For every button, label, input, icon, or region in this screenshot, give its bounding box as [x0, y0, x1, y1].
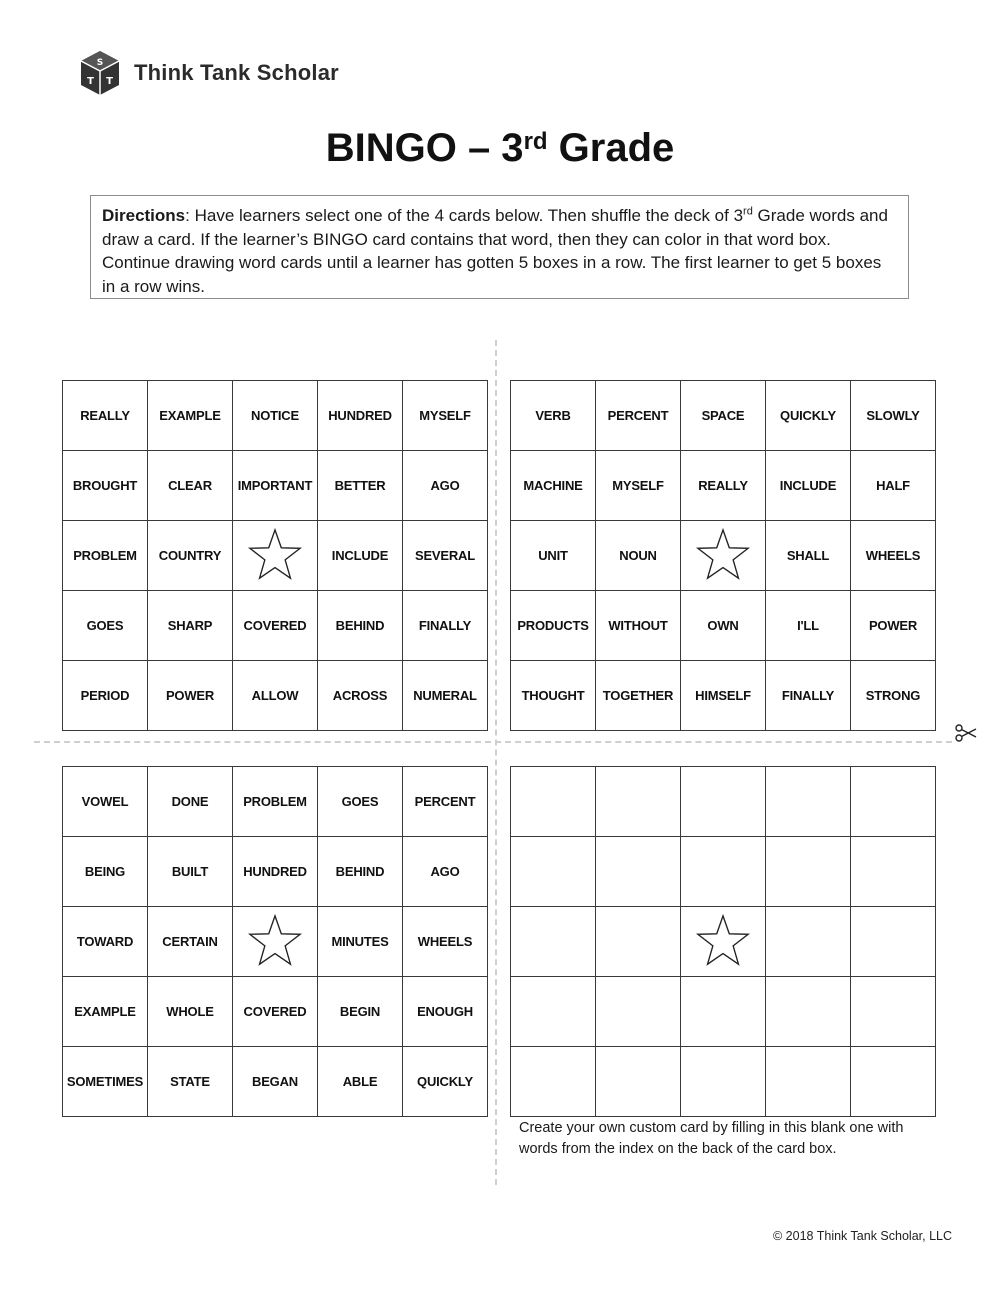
word-cell: CLEAR — [148, 451, 233, 521]
word-cell: BEHIND — [318, 591, 403, 661]
word-cell — [596, 907, 681, 977]
directions-text-1: : Have learners select one of the 4 cards below. Then shuffle the deck of 3 — [185, 206, 744, 225]
word-cell: WHEELS — [851, 521, 936, 591]
directions-box — [90, 195, 909, 299]
card-row — [511, 837, 936, 907]
word-cell — [851, 767, 936, 837]
word-cell: AGO — [403, 837, 488, 907]
word-cell: SPACE — [681, 381, 766, 451]
svg-text:S: S — [96, 58, 104, 68]
card-row — [511, 451, 936, 521]
word-cell: POWER — [851, 591, 936, 661]
word-cell: REALLY — [63, 381, 148, 451]
word-cell — [766, 977, 851, 1047]
word-cell: REALLY — [681, 451, 766, 521]
word-cell: STATE — [148, 1047, 233, 1117]
word-cell — [596, 767, 681, 837]
word-cell: BEING — [63, 837, 148, 907]
word-cell: GOES — [63, 591, 148, 661]
svg-text:T: T — [106, 76, 113, 87]
card-row — [63, 521, 488, 591]
star-icon — [246, 913, 304, 971]
word-cell: UNIT — [511, 521, 596, 591]
word-cell — [511, 837, 596, 907]
word-cell — [511, 1047, 596, 1117]
word-cell: INCLUDE — [766, 451, 851, 521]
word-cell: COVERED — [233, 977, 318, 1047]
word-cell: THOUGHT — [511, 661, 596, 731]
free-space-cell — [681, 907, 766, 977]
free-space-cell — [233, 907, 318, 977]
word-cell: QUICKLY — [766, 381, 851, 451]
title-superscript: rd — [523, 128, 548, 155]
word-cell: VERB — [511, 381, 596, 451]
word-cell: BROUGHT — [63, 451, 148, 521]
svg-text:T: T — [87, 76, 94, 87]
copyright: © 2018 Think Tank Scholar, LLC — [773, 1229, 952, 1243]
word-cell: ABLE — [318, 1047, 403, 1117]
card-row — [511, 1047, 936, 1117]
card-row — [63, 591, 488, 661]
word-cell: SEVERAL — [403, 521, 488, 591]
word-cell: HUNDRED — [233, 837, 318, 907]
directions-label: Directions — [102, 206, 186, 225]
word-cell: COUNTRY — [148, 521, 233, 591]
word-cell: PROBLEM — [233, 767, 318, 837]
word-cell: PERCENT — [596, 381, 681, 451]
word-cell: TOGETHER — [596, 661, 681, 731]
word-cell: GOES — [318, 767, 403, 837]
card-row — [63, 837, 488, 907]
word-cell: QUICKLY — [403, 1047, 488, 1117]
word-cell: FINALLY — [403, 591, 488, 661]
word-cell: SOMETIMES — [63, 1047, 148, 1117]
word-cell: WHOLE — [148, 977, 233, 1047]
word-cell: BETTER — [318, 451, 403, 521]
card-row — [63, 661, 488, 731]
word-cell: POWER — [148, 661, 233, 731]
scissors-icon — [955, 724, 977, 742]
card-row — [511, 977, 936, 1047]
word-cell: FINALLY — [766, 661, 851, 731]
word-cell: BUILT — [148, 837, 233, 907]
brand-name: Think Tank Scholar — [134, 60, 339, 85]
card-row — [63, 451, 488, 521]
word-cell — [511, 977, 596, 1047]
bingo-card-2 — [510, 380, 936, 731]
word-cell: AGO — [403, 451, 488, 521]
word-cell — [851, 837, 936, 907]
word-cell: VOWEL — [63, 767, 148, 837]
card-row — [511, 381, 936, 451]
card-row — [511, 661, 936, 731]
word-cell: NOUN — [596, 521, 681, 591]
word-cell — [681, 977, 766, 1047]
star-icon — [694, 913, 752, 971]
bingo-card-3 — [62, 766, 488, 1117]
word-cell: MYSELF — [403, 381, 488, 451]
directions-superscript: rd — [743, 205, 753, 218]
cut-line-vertical — [495, 340, 497, 1185]
bingo-card-1 — [62, 380, 488, 731]
word-cell: MYSELF — [596, 451, 681, 521]
page-title — [0, 126, 1000, 171]
word-cell: MACHINE — [511, 451, 596, 521]
free-space-cell — [233, 521, 318, 591]
card-row — [63, 381, 488, 451]
word-cell: ALLOW — [233, 661, 318, 731]
card-row — [63, 907, 488, 977]
brand-logo — [80, 50, 339, 96]
card-row — [511, 767, 936, 837]
word-cell: BEGIN — [318, 977, 403, 1047]
word-cell: HALF — [851, 451, 936, 521]
word-cell: BEGAN — [233, 1047, 318, 1117]
card-row — [511, 521, 936, 591]
star-icon — [694, 527, 752, 585]
word-cell: ENOUGH — [403, 977, 488, 1047]
card-row — [511, 591, 936, 661]
word-cell: ACROSS — [318, 661, 403, 731]
word-cell: CERTAIN — [148, 907, 233, 977]
word-cell — [851, 907, 936, 977]
word-cell — [851, 977, 936, 1047]
word-cell — [766, 907, 851, 977]
word-cell — [851, 1047, 936, 1117]
word-cell — [766, 767, 851, 837]
word-cell — [681, 767, 766, 837]
custom-card-note: Create your own custom card by filling in this blank one with words from the index on the back of the card box. — [519, 1120, 904, 1157]
word-cell: MINUTES — [318, 907, 403, 977]
word-cell: INCLUDE — [318, 521, 403, 591]
word-cell — [511, 907, 596, 977]
word-cell: EXAMPLE — [148, 381, 233, 451]
word-cell: WITHOUT — [596, 591, 681, 661]
word-cell: NUMERAL — [403, 661, 488, 731]
card-row — [511, 907, 936, 977]
word-cell — [681, 837, 766, 907]
cube-logo-icon — [80, 50, 120, 96]
card-row — [63, 977, 488, 1047]
word-cell — [681, 1047, 766, 1117]
word-cell: STRONG — [851, 661, 936, 731]
word-cell: HIMSELF — [681, 661, 766, 731]
word-cell: WHEELS — [403, 907, 488, 977]
title-text: BINGO – 3 — [325, 126, 524, 170]
word-cell — [596, 837, 681, 907]
word-cell: TOWARD — [63, 907, 148, 977]
title-grade: Grade — [547, 126, 675, 170]
word-cell: OWN — [681, 591, 766, 661]
word-cell: IMPORTANT — [233, 451, 318, 521]
word-cell — [596, 977, 681, 1047]
cut-line-horizontal — [34, 741, 952, 743]
word-cell — [596, 1047, 681, 1117]
word-cell: PRODUCTS — [511, 591, 596, 661]
directions-text-2: Grade words and draw a card. If the learner’s BINGO card contains that word, then they can color in that word box. Continue drawing word cards until a learner has gotten 5 boxes in a row. The first learner to get 5 boxes in a row wins. — [102, 206, 888, 296]
star-icon — [246, 527, 304, 585]
word-cell: NOTICE — [233, 381, 318, 451]
card-row — [63, 767, 488, 837]
word-cell: PROBLEM — [63, 521, 148, 591]
word-cell: PERCENT — [403, 767, 488, 837]
word-cell: DONE — [148, 767, 233, 837]
word-cell — [511, 767, 596, 837]
word-cell: PERIOD — [63, 661, 148, 731]
word-cell: HUNDRED — [318, 381, 403, 451]
word-cell: BEHIND — [318, 837, 403, 907]
word-cell: SHARP — [148, 591, 233, 661]
word-cell: I'LL — [766, 591, 851, 661]
word-cell — [766, 837, 851, 907]
card-row — [63, 1047, 488, 1117]
free-space-cell — [681, 521, 766, 591]
word-cell — [766, 1047, 851, 1117]
word-cell: SLOWLY — [851, 381, 936, 451]
word-cell: EXAMPLE — [63, 977, 148, 1047]
word-cell: SHALL — [766, 521, 851, 591]
bingo-card-blank — [510, 766, 936, 1117]
word-cell: COVERED — [233, 591, 318, 661]
